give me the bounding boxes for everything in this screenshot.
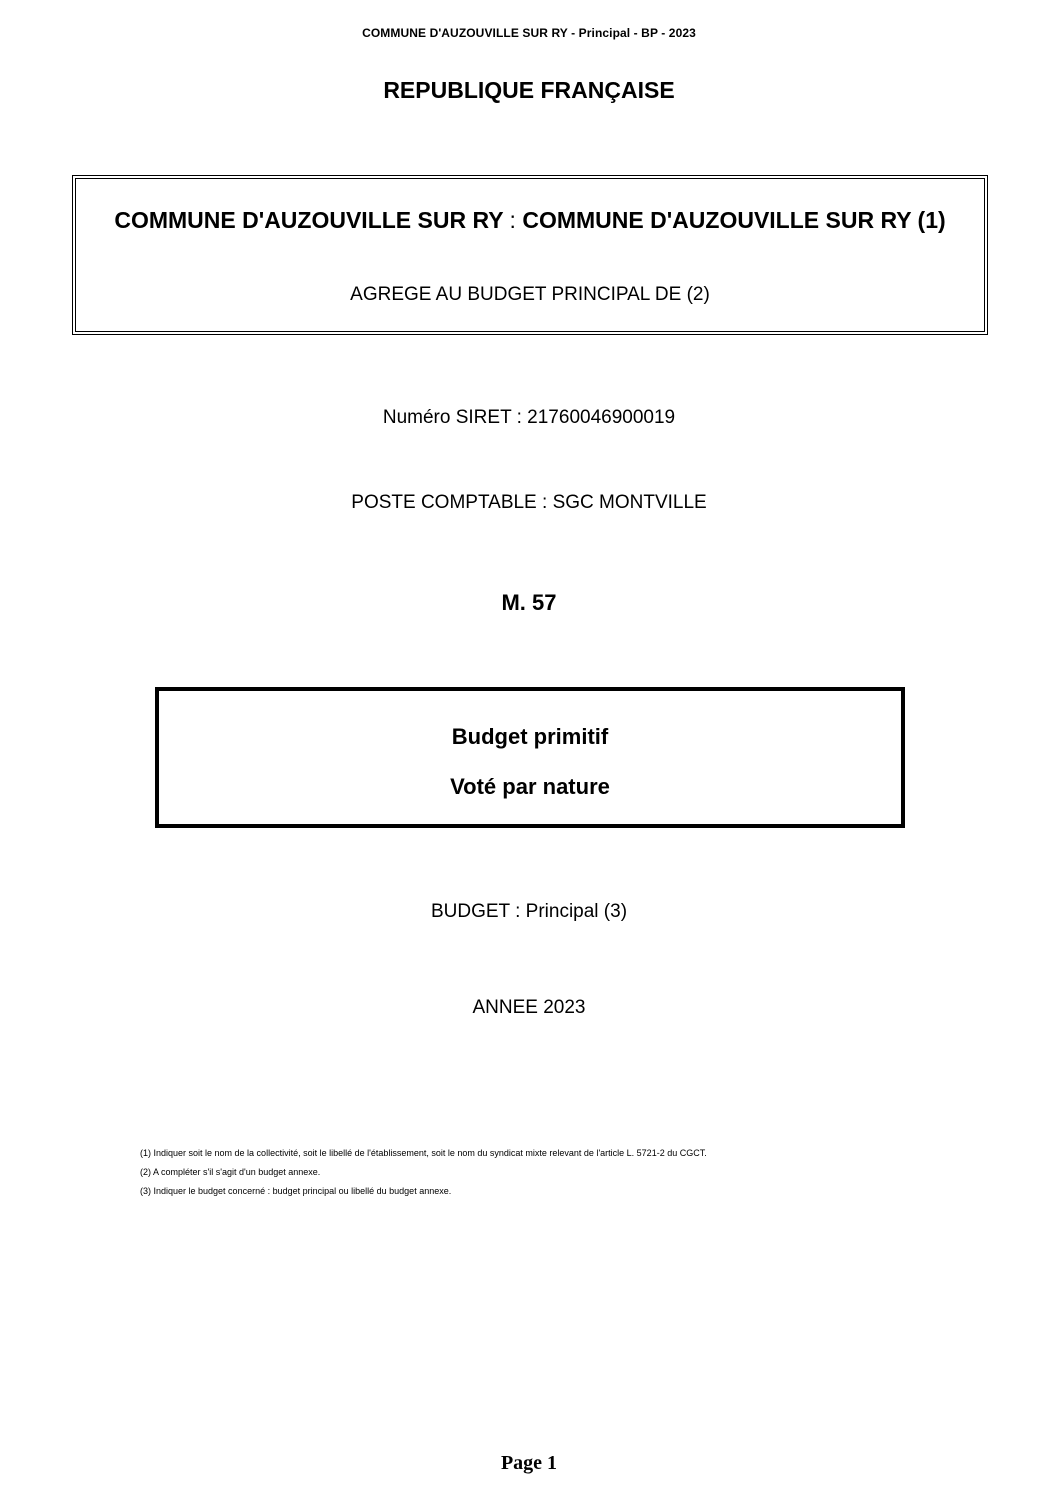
footnotes (140, 1144, 940, 1201)
footnote-2: (2) A compléter s'il s'agit d'un budget annexe. (140, 1167, 321, 1177)
running-header: COMMUNE D'AUZOUVILLE SUR RY - Principal - BP - 2023 (362, 26, 696, 40)
nomenclature: M. 57 (501, 590, 557, 615)
footnote-3: (3) Indiquer le budget concerné : budget principal ou libellé du budget annexe. (140, 1186, 452, 1196)
commune-box (72, 175, 988, 335)
budget-type: BUDGET : Principal (3) (430, 901, 628, 922)
agrege-line: AGREGE AU BUDGET PRINCIPAL DE (2) (350, 284, 710, 305)
budget-year: ANNEE 2023 (472, 997, 586, 1018)
commune-name: COMMUNE D'AUZOUVILLE SUR RY (114, 207, 504, 233)
poste-comptable: POSTE COMPTABLE : SGC MONTVILLE (351, 492, 707, 513)
commune-label: COMMUNE D'AUZOUVILLE SUR RY (1) (522, 207, 946, 233)
budget-title: Budget primitif (451, 724, 609, 749)
republic-heading: REPUBLIQUE FRANÇAISE (383, 77, 675, 103)
footnote-1: (1) Indiquer soit le nom de la collectivité, soit le libellé de l'établissement, soit le nom du syndicat mixte relevant de l'article L. 5721-2 du CGCT. (140, 1148, 707, 1158)
commune-title (86, 206, 974, 235)
commune-separator: : (509, 207, 516, 233)
budget-box (155, 687, 905, 828)
page-number: Page 1 (500, 1452, 558, 1474)
siret-number: Numéro SIRET : 21760046900019 (382, 407, 676, 428)
budget-vote-mode: Voté par nature (450, 774, 610, 799)
